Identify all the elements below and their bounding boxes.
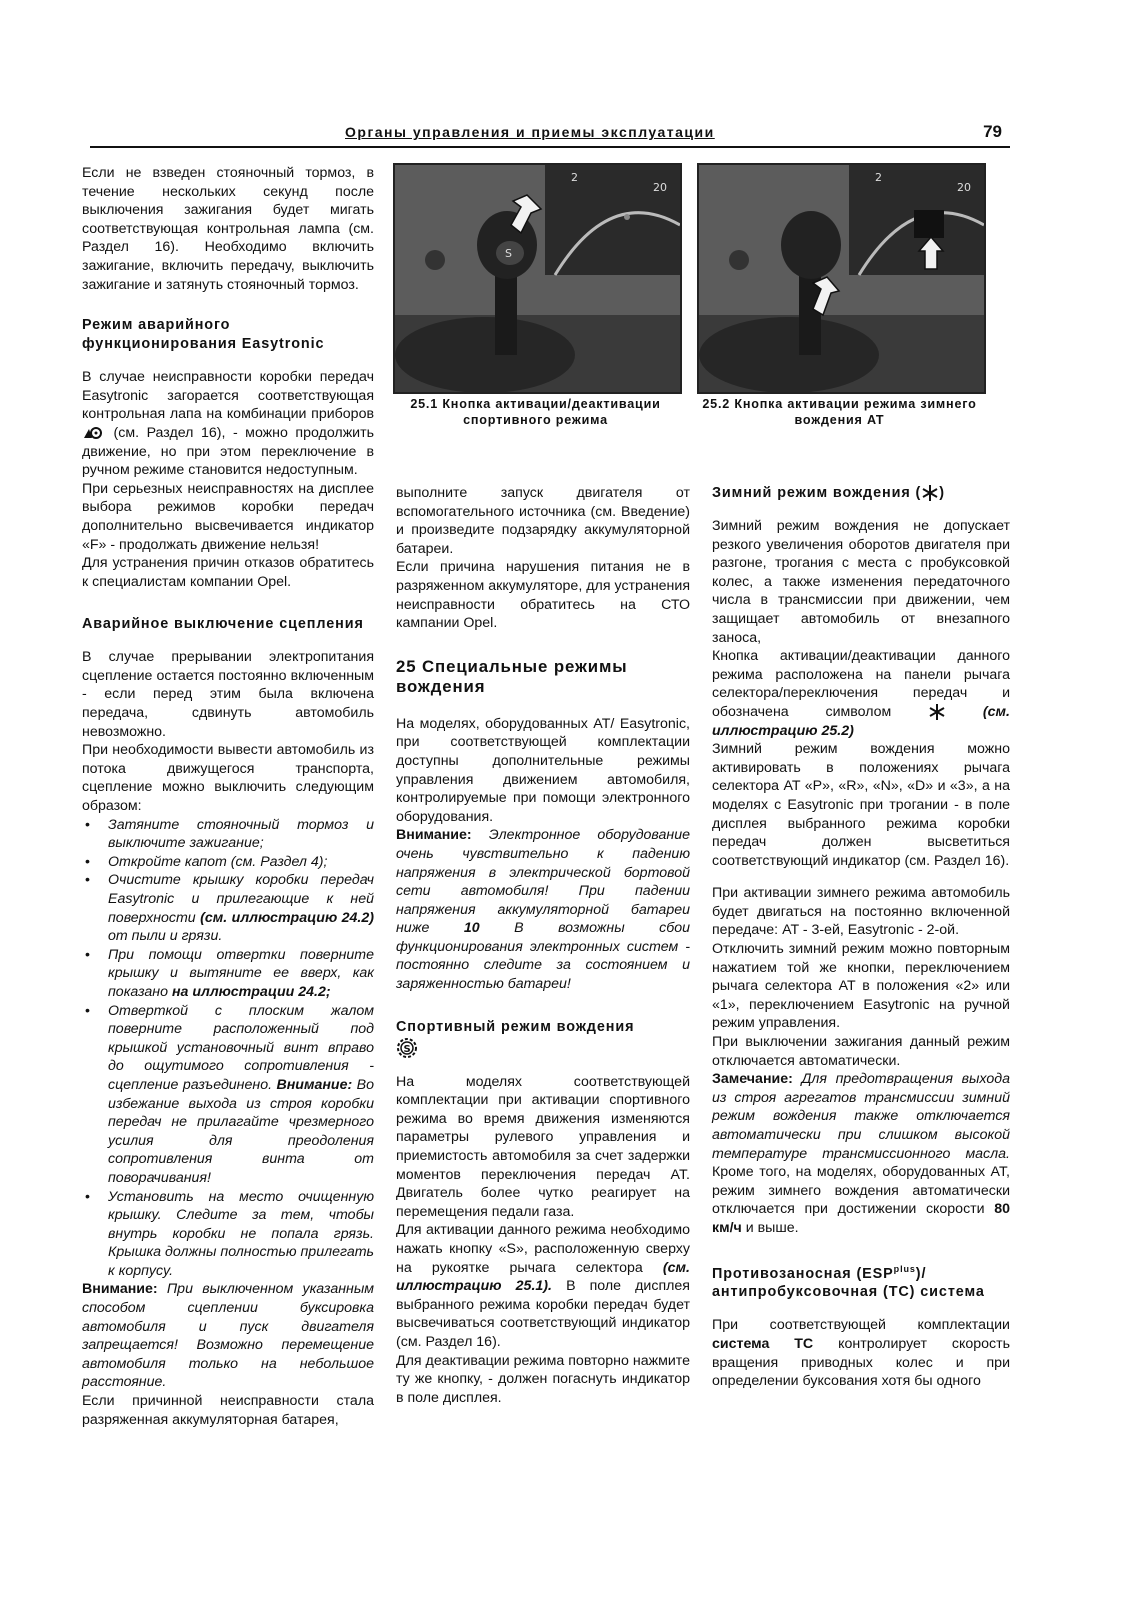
paragraph: Зимний режим вождения не допускает резкого увеличения оборотов двигателя при разгоне, трогания с места с пробуксовкой колес, а также изменения передаточного числа в трансмиссии при движении, чем защищает автомобиль от внезапного заноса,: [712, 518, 1010, 646]
paragraph: При серьезных неисправностях на дисплее выбора режимов коробки передач дополнительно высвечивается индикатор «F» - продолжать движение нельзя!: [82, 480, 374, 553]
paragraph: Кнопка активации/деактивации данного режима расположена на панели рычага селектора/переключения передач и обозначена символом (см. иллюстрацию 25.2): [712, 648, 1010, 739]
svg-text:20: 20: [957, 181, 971, 194]
paragraph: При необходимости вывести автомобиль из потока движущегося транспорта, сцепление можно выключить следующим образом:: [82, 742, 374, 815]
figure-25-1-caption: 25.1 Кнопка активации/деактивации спортивного режима: [410, 397, 661, 427]
heading-sport-mode: Спортивный режим вождения S: [396, 1018, 690, 1059]
figure-25-2-photo: [697, 163, 986, 394]
list-item: • Откройте капот (см. Раздел 4);: [82, 853, 374, 872]
figure-25-1-photo: [393, 163, 682, 394]
section-heading-25: 25 Специальные режимы вождения: [396, 656, 628, 696]
paragraph: выполните запуск двигателя от вспомогательного источника (см. Введение) и произведите подзарядку аккумуляторной батареи.: [396, 485, 690, 557]
paragraph: На моделях, оборудованных AT/ Easytronic, при соответствующей комплектации доступны дополнительные режимы управления движением автомобиля, контролируемые при помощи электронного оборудования.: [396, 715, 690, 825]
heading-winter-mode: Зимний режим вождения ( ): [712, 485, 945, 501]
paragraph: Для устранения причин отказов обратитесь к специалистам компании Opel.: [82, 555, 374, 590]
figure-25-2-caption: 25.2 Кнопка активации режима зимнего вождения AT: [702, 397, 977, 427]
svg-text:2: 2: [875, 171, 882, 184]
svg-text:S: S: [403, 1043, 412, 1055]
column-left: [82, 164, 374, 1429]
paragraph: Для деактивации режима повторно нажмите ту же кнопку, - должен погаснуть индикатор в поле дисплея.: [396, 1352, 690, 1406]
page-header: [90, 120, 1010, 148]
paragraph: При выключении зажигания данный режим отключается автоматически.: [712, 1034, 1010, 1069]
steps-list: [82, 816, 374, 1281]
paragraph: При активации зимнего режима автомобиль будет двигаться на постоянно включенной передаче: AT - 3-ей, Easytronic - 2-ой.: [712, 885, 1010, 939]
running-title: Органы управления и приемы эксплуатации: [345, 124, 715, 140]
column-right: [712, 484, 1010, 1391]
list-item: • При помощи отвертки поверните крышку и вытяните ее вверх, как показано на иллюстрации 24.2;: [82, 946, 374, 1002]
snowflake-icon: [921, 484, 939, 502]
selector-lever-photo: [699, 165, 984, 392]
heading-clutch-disengage: Аварийное выключение сцепления: [82, 616, 364, 633]
paragraph: На моделях соответствующей комплектации при активации спортивного режима во время движения изменяются параметры рулевого управления и приемистость автомобиля за счет задержки моментов переключения передач AT. Двигатель более чутко реагирует на перемещения педали газа.: [396, 1073, 690, 1220]
svg-text:20: 20: [653, 181, 667, 194]
column-middle: [396, 484, 690, 1407]
paragraph: Зимний режим вождения можно активировать в положениях рычага селектора AT «P», «R», «N», «D» и «3», а на моделях с Easytronic при трогании - в поле дисплея выбранного режима коробки передач должен высветиться соответствующий индикатор (см. Раздел 16).: [712, 741, 1010, 869]
paragraph: Для активации данного режима необходимо нажать кнопку «S», расположенную сверху на рукоятке рычага селектора (см. иллюстрацию 25.1). В поле дисплея выбранного режима коробки передач будет высвечиваться соответствующий индикатор (см. Раздел 16).: [396, 1222, 690, 1350]
paragraph: Если причинной неисправности стала разряженная аккумуляторная батарея,: [82, 1393, 374, 1428]
warning-note: Внимание: Электронное оборудование очень чувствительно к падению напряжения в электрической бортовой сети автомобиля! При падении напряжения аккумуляторной батареи ниже 10 В возможны сбои функционирования электронных систем - постоянно следите за состоянием и заряженностью батареи!: [396, 827, 691, 993]
paragraph: В случае прерывании электропитания сцепление остается постоянно включенным - если перед этим была включена передача, сдвинуть автомобиль невозможно.: [82, 649, 374, 740]
snowflake-icon: [928, 703, 946, 721]
page-number: 79: [983, 122, 1002, 141]
note: Замечание: Для предотвращения выхода из строя агрегатов трансмиссии зимний режим вождения также отключается автоматически при слишком высокой температуре трансмиссионного масла. Кроме того, на моделях, оборудованных AT, режим зимнего вождения автоматически отключается при достижении скорости 80 км/ч и выше.: [712, 1071, 1010, 1236]
list-item: • Очистите крышку коробки передач Easytronic и прилегающие к ней поверхности (см. иллюстрацию 24.2) от пыли и грязи.: [82, 871, 374, 945]
sport-mode-icon: [396, 1037, 418, 1059]
selector-lever-photo: [395, 165, 680, 392]
list-item: • Установить на место очищенную крышку. Следите за тем, чтобы внутрь коробки не попала грязь. Крышка должны полностью прилегать к корпусу.: [82, 1188, 374, 1281]
paragraph: Если причина нарушения питания не в разряженном аккумуляторе, для устранения неисправности обратитесь на СТО кампании Opel.: [396, 559, 690, 632]
heading-emergency-mode: Режим аварийного функционирования Easytronic: [82, 317, 325, 353]
paragraph: При соответствующей комплектации система ТС контролирует скорость вращения приводных колес и при определении буксования хотя бы одного: [712, 1317, 1010, 1390]
warning-gear-icon: [82, 426, 106, 440]
warning-note: Внимание: При выключенном указанным способом сцеплении буксировка автомобиля и пуск двигателя запрещается! Возможно перемещение автомобиля только на небольшое расстояние.: [82, 1281, 374, 1391]
paragraph: Если не взведен стояночный тормоз, в течение нескольких секунд после выключения зажигания будет мигать соответствующая контрольная лампа (см. Раздел 16). Необходимо включить зажигание, включить передачу, выключить зажигание и затянуть стояночный тормоз.: [82, 165, 374, 293]
paragraph: В случае неисправности коробки передач Easytronic загорается соответствующая контрольная лапа на комбинации приборов (см. Раздел 16), - можно продолжить движение, но при этом переключение в ручном режиме становится недоступным.: [82, 369, 374, 479]
svg-text:2: 2: [571, 171, 578, 184]
paragraph: Отключить зимний режим можно повторным нажатием той же кнопки, переключением рычага селектора AT в положения «2» или «1», переключением Easytronic на ручной режим управления.: [712, 941, 1010, 1032]
svg-text:S: S: [505, 247, 512, 260]
list-item: • Затяните стояночный тормоз и выключите зажигание;: [82, 816, 374, 853]
list-item: • Отверткой с плоским жалом поверните расположенный под крышкой установочный винт вправо до ощутимого сопротивления - сцепление разъединено. Внимание: Во избежание выхода из строя коробки передач не прилагайте чрезмерного усилия для преодоления сопротивления винта от поворачивания!: [82, 1002, 374, 1188]
heading-esp-tc: Противозаносная $(ESP^{plus})/$ антипробуксовочная (ТС) система: [712, 1263, 985, 1301]
